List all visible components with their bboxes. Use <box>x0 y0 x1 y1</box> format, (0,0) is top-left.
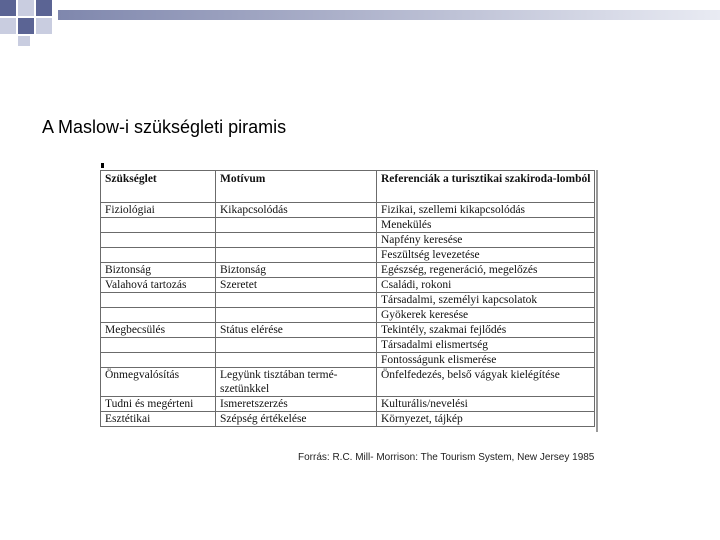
table-row <box>101 233 595 248</box>
slide-header-decoration <box>0 0 720 48</box>
table-row <box>101 203 595 218</box>
cell-szukseglet: Önmegvalósítás <box>101 368 216 397</box>
cell-motivum: Kikapcsolódás <box>216 203 377 218</box>
cell-motivum: Biztonság <box>216 263 377 278</box>
cell-szukseglet: Fiziológiai <box>101 203 216 218</box>
table-row <box>101 278 595 293</box>
table-row <box>101 218 595 233</box>
cell-referencia: Társadalmi, személyi kapcsolatok <box>377 293 595 308</box>
cell-motivum <box>216 353 377 368</box>
cell-szukseglet <box>101 308 216 323</box>
deco-square <box>0 0 16 16</box>
table-row <box>101 338 595 353</box>
table-row <box>101 368 595 397</box>
cell-referencia: Feszültség levezetése <box>377 248 595 263</box>
deco-square <box>18 18 34 34</box>
cell-szukseglet <box>101 338 216 353</box>
table-header-row <box>101 171 595 203</box>
deco-square <box>36 0 52 16</box>
cell-referencia: Önfelfedezés, belső vágyak kielégítése <box>377 368 595 397</box>
deco-square <box>0 18 16 34</box>
cell-referencia: Családi, rokoni <box>377 278 595 293</box>
cell-referencia: Társadalmi elismertség <box>377 338 595 353</box>
table-row <box>101 412 595 427</box>
cell-referencia: Gyökerek keresése <box>377 308 595 323</box>
cell-szukseglet <box>101 248 216 263</box>
header-referenciak-text: Referenciák a turisztikai szakiroda-lomból <box>381 173 591 185</box>
cell-szukseglet <box>101 218 216 233</box>
cell-motivum <box>216 218 377 233</box>
cell-motivum: Ismeretszerzés <box>216 397 377 412</box>
header-motivum: Motívum <box>216 171 377 203</box>
maslow-table <box>100 170 595 427</box>
source-citation: Forrás: R.C. Mill- Morrison: The Tourism System, New Jersey 1985 <box>298 452 595 463</box>
deco-square <box>18 36 30 46</box>
cell-szukseglet: Esztétikai <box>101 412 216 427</box>
cell-szukseglet <box>101 353 216 368</box>
scan-mark <box>101 163 104 168</box>
cell-referencia: Tekintély, szakmai fejlődés <box>377 323 595 338</box>
table-body <box>101 203 595 427</box>
cell-motivum <box>216 338 377 353</box>
cell-motivum: Legyünk tisztában termé-szetünkkel <box>216 368 377 397</box>
cell-szukseglet <box>101 293 216 308</box>
cell-motivum: Szépség értékelése <box>216 412 377 427</box>
cell-referencia: Környezet, tájkép <box>377 412 595 427</box>
table-row <box>101 323 595 338</box>
cell-szukseglet: Valahová tartozás <box>101 278 216 293</box>
scan-edge-line <box>596 170 598 432</box>
table-row <box>101 353 595 368</box>
table-row <box>101 263 595 278</box>
header-szukseglet: Szükséglet <box>101 171 216 203</box>
cell-motivum: Státus elérése <box>216 323 377 338</box>
cell-motivum <box>216 293 377 308</box>
cell-referencia: Menekülés <box>377 218 595 233</box>
deco-gradient-bar <box>58 10 720 20</box>
cell-szukseglet: Biztonság <box>101 263 216 278</box>
deco-square <box>36 18 52 34</box>
cell-szukseglet <box>101 233 216 248</box>
cell-motivum <box>216 308 377 323</box>
slide-title: A Maslow-i szükségleti piramis <box>42 117 287 137</box>
cell-referencia: Fontosságunk elismerése <box>377 353 595 368</box>
cell-motivum: Szeretet <box>216 278 377 293</box>
cell-referencia: Kulturális/nevelési <box>377 397 595 412</box>
table-row <box>101 397 595 412</box>
header-referenciak <box>377 171 595 203</box>
cell-referencia: Egészség, regeneráció, megelőzés <box>377 263 595 278</box>
cell-motivum <box>216 233 377 248</box>
cell-szukseglet: Tudni és megérteni <box>101 397 216 412</box>
cell-referencia: Fizikai, szellemi kikapcsolódás <box>377 203 595 218</box>
table-row <box>101 293 595 308</box>
table-row <box>101 308 595 323</box>
cell-referencia: Napfény keresése <box>377 233 595 248</box>
cell-motivum <box>216 248 377 263</box>
deco-square <box>18 0 34 16</box>
table-row <box>101 248 595 263</box>
cell-szukseglet: Megbecsülés <box>101 323 216 338</box>
